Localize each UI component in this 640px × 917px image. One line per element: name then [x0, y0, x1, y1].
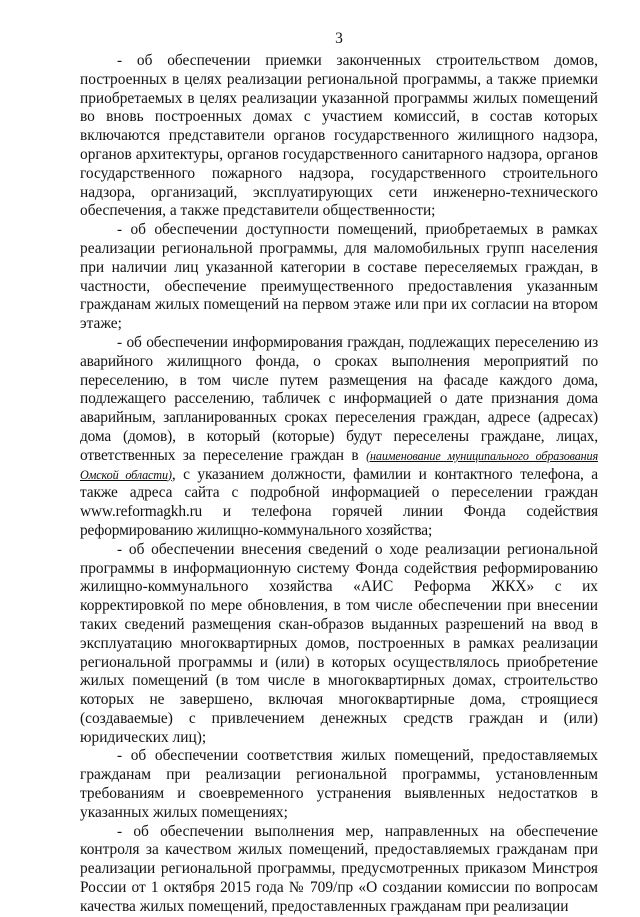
paragraph-informing-text-start: - об обеспечении информирования граждан, подлежащих переселению из аварийного жилищного фонда, о сроках выполнения мероприятий по переселению, в том числе путем размещения на фасаде каждого дома, подлежащего расселению, табличек с информацией о дате признания дома аварийным, запланированных сроках переселения граждан, адресе (адресах) дома (домов), в который (которые) будут переселены граждане, лицах, ответственных за переселение граждан в [80, 333, 598, 464]
page-number: 3 [335, 30, 343, 47]
paragraph-quality-control: - об обеспечении выполнения мер, направленных на обеспечение контроля за качеством жилых помещений, предоставляемых гражданам при реализации региональной программы, предусмотренных приказом Минстроя России от 1 октября 2015 года № 709/пр «О создании комиссии по вопросам качества жилых помещений, предоставленных гражданам при реализации [80, 822, 598, 915]
paragraph-acceptance: - об обеспечении приемки законченных строительством домов, построенных в целях реализации региональной программы, а также приемки приобретаемых в целях реализации указанной программы жилых помещений во вновь построенных домах с участием комиссий, в состав которых включаются представители органов государственного жилищного надзора, органов архитектуры, органов государственного санитарного надзора, органов государственного пожарного надзора, государственного строительного надзора, организаций, эксплуатирующих сети инженерно-технического обеспечения, а также представители общественности; [80, 52, 598, 220]
paragraph-informing [80, 334, 598, 541]
paragraph-information-system: - об обеспечении внесения сведений о ходе реализации региональной программы в информационную систему Фонда содействия реформированию жилищно-коммунального хозяйства «АИС Реформа ЖКХ» с их корректировкой по мере обновления, в том числе обеспечении при внесении таких сведений размещения скан-образов выданных разрешений на ввод в эксплуатацию многоквартирных домов, построенных в рамках реализации региональной программы и (или) в которых осуществлялось приобретение жилых помещений (в том числе в многоквартирных домах, строительство которых не завершено, включая многоквартирные дома, строящиеся (создаваемые) с привлечением денежных средств граждан и (или) юридических лиц); [80, 540, 598, 746]
paragraph-accessibility: - об обеспечении доступности помещений, приобретаемых в рамках реализации региональной программы, для маломобильных групп населения при наличии лиц указанной категории в составе переселяемых граждан, в частности, обеспечение преимущественного предоставления указанным гражданам жилых помещений на первом этаже или при их согласии на втором этаже; [80, 221, 598, 333]
municipality-placeholder: (наименование муниципального образования Омской области) [80, 448, 598, 482]
paragraph-informing-text-end: , с указанием должности, фамилии и контактного телефона, а также адреса сайта с подробной информацией о переселении граждан www.reformagkh.ru и телефона горячей линии Фонда содействия реформированию жилищно-коммунального хозяйства; [80, 465, 598, 539]
paragraph-compliance: - об обеспечении соответствия жилых помещений, предоставляемых гражданам при реализации региональной программы, установленным требованиям и своевременного устранения выявленных недостатков в указанных жилых помещениях; [80, 747, 598, 821]
